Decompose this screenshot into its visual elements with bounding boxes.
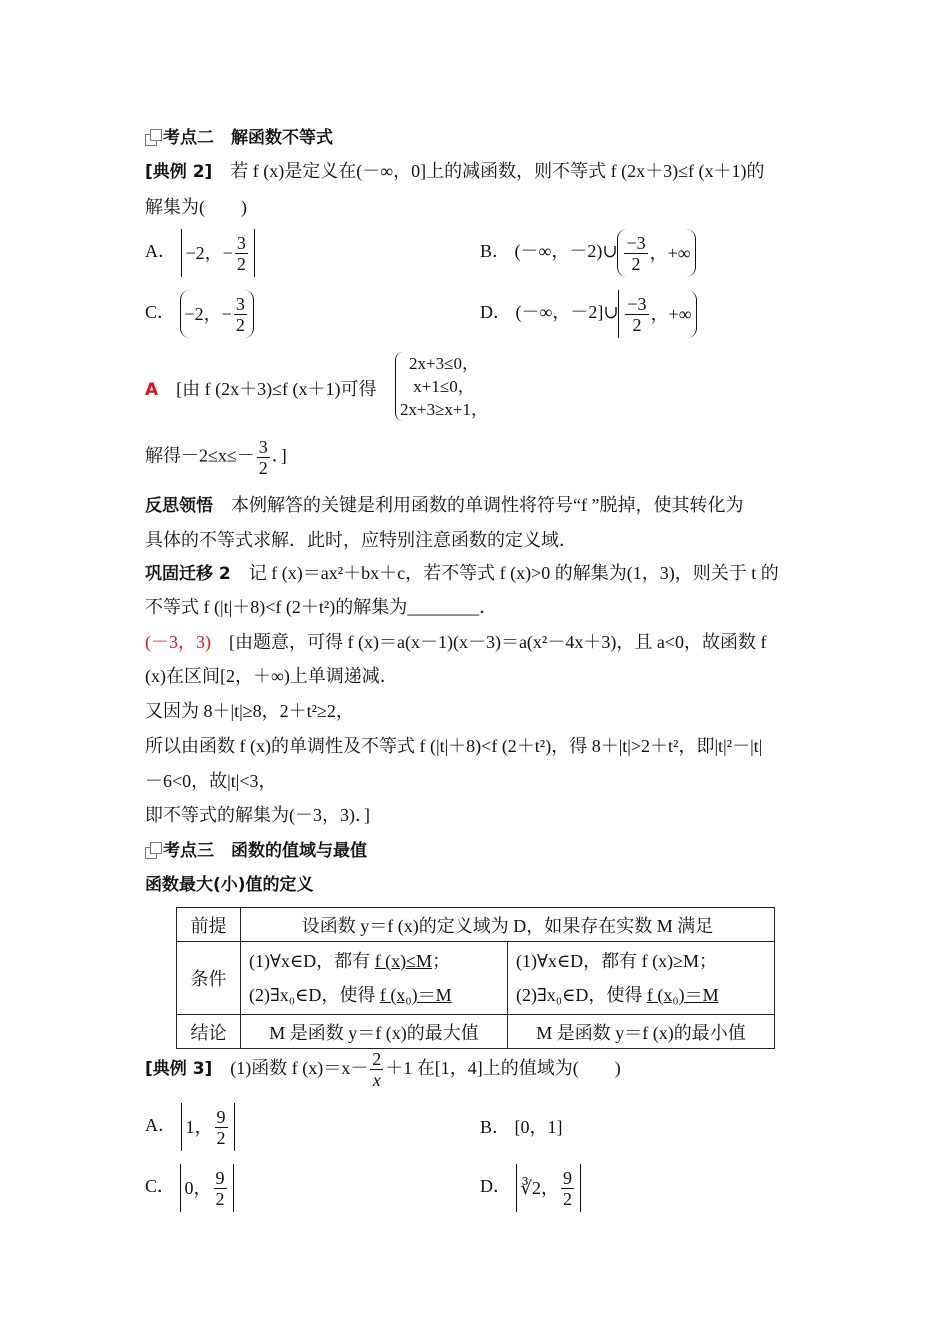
ex3-option-d[interactable] [480,1164,581,1212]
definition-table [176,907,775,1049]
transfer-solution-6: 即不等式的解集为(－3，3)．] [145,805,370,825]
cond-underlined: f (x₀)＝M [379,985,452,1005]
option-a[interactable] [145,229,255,277]
option-letter: C． [145,302,176,323]
system-row: 2x+3≤0， [409,354,479,373]
option-letter: B． [480,241,511,262]
denominator: 2 [258,458,268,478]
section-3-subtitle: 函数最大(小)值的定义 [145,875,314,895]
reflection-line1 [145,493,743,518]
transfer-label: 巩固迁移 2 [145,564,231,584]
max-condition-cell [241,942,508,1015]
option-letter: C． [145,1176,176,1197]
section-title: 考点三 函数的值域与最值 [163,841,367,861]
option-text: [0，1] [514,1117,563,1137]
reflection-label: 反思领悟 [145,496,213,516]
reflection-text: 本例解答的关键是利用函数的单调性将符号“f ”脱掉，使其转化为 [231,495,744,515]
cond-underlined: f (x)≤M [374,951,433,971]
option-text: ，+∞ [649,243,691,263]
example-text: (1)函数 f (x)＝x－ [230,1058,369,1078]
cond-text: (1)∀x∈D，都有 [249,951,375,971]
inequality-system [395,352,488,421]
solve-text: 解得－2≤x≤－ [145,445,255,466]
cond-text: (1)∀x∈D，都有 f (x)≥M； [516,951,718,971]
numerator: −3 [626,232,646,253]
option-letter: B． [480,1117,511,1137]
premise-header: 前提 [177,908,241,942]
transfer-text: 记 f (x)＝ax²＋bx＋c，若不等式 f (x)>0 的解集为(1，3)，则关于 t 的 [248,563,779,583]
option-text: ，+∞ [650,304,692,324]
option-text: (－∞，－2)∪ [514,241,618,262]
transfer-line2: 不等式 f (|t|＋8)<f (2＋t²)的解集为________． [145,597,498,617]
cond-text: ； [432,951,451,971]
answer-2 [145,377,377,402]
conclusion-header: 结论 [177,1015,241,1049]
example-2-line2: 解集为( ) [145,197,247,217]
transfer-solution-2: (x)在区间[2，＋∞)上单调递减． [145,666,398,686]
answer-text: [由 f (2x＋3)≤f (x＋1)可得 [176,379,377,399]
example-label: [典例 2] [145,162,213,182]
cond-text: (2)∃x₀∈D，使得 [249,985,380,1005]
condition-header: 条件 [177,942,241,1015]
option-letter: A． [145,241,176,262]
section-3-heading [145,839,367,863]
reflection-line2: 具体的不等式求解．此时，应特别注意函数的定义域． [145,530,577,550]
option-letter: D． [480,1176,511,1197]
denominator: 2 [215,1188,225,1209]
option-text: ∛2， [520,1178,559,1198]
answer-letter: A [145,380,159,400]
option-letter: A． [145,1115,176,1136]
cond-underlined: f (x₀)＝M [646,985,719,1005]
system-row: 2x+3≥x+1， [400,400,489,419]
denominator: 2 [631,253,641,274]
example-label: [典例 3] [145,1059,213,1079]
denominator: 2 [562,1188,572,1209]
section-title: 考点二 解函数不等式 [163,128,333,148]
denominator: 2 [236,253,246,274]
numerator: 9 [562,1167,572,1188]
section-2-heading [145,126,333,150]
ex3-option-c[interactable] [145,1164,234,1212]
ex3-option-a[interactable] [145,1103,235,1151]
max-conclusion: M 是函数 y＝f (x)的最大值 [241,1015,508,1049]
option-d[interactable] [480,290,697,338]
numerator: 2 [372,1049,382,1070]
example-2-line1 [145,159,764,184]
example-3-line [145,1045,621,1092]
numerator: 3 [236,232,246,253]
section-icon [145,129,161,145]
numerator: 3 [258,437,268,457]
transfer-solution-1 [145,630,766,654]
example-text: 若 f (x)是定义在(－∞，0]上的减函数，则不等式 f (2x＋3)≤f (x＋1)的 [230,161,765,181]
denominator: x [372,1070,381,1091]
example-text: ＋1 在[1，4]上的值域为( ) [385,1058,621,1078]
cond-text: (2)∃x₀∈D，使得 [516,985,647,1005]
solve-text: ．] [271,445,287,466]
option-letter: D． [480,302,511,323]
numerator: 3 [235,293,245,314]
transfer-solution-3: 又因为 8＋|t|≥8，2＋t²≥2， [145,701,354,721]
option-text: 0， [184,1178,212,1198]
min-conclusion: M 是函数 y＝f (x)的最小值 [508,1015,775,1049]
transfer-solution-5: －6<0，故|t|<3， [145,771,277,791]
option-text: −2，− [185,243,233,263]
numerator: 9 [215,1167,225,1188]
denominator: 2 [632,314,642,335]
option-text: 1， [185,1117,213,1137]
denominator: 2 [216,1127,226,1148]
solve-line [145,437,287,478]
premise-cell: 设函数 y＝f (x)的定义域为 D，如果存在实数 M 满足 [241,908,775,942]
denominator: 2 [235,314,245,335]
option-text: (－∞，－2]∪ [515,302,619,323]
option-c[interactable] [145,290,254,338]
numerator: 9 [216,1106,226,1127]
transfer-solution-4: 所以由函数 f (x)的单调性及不等式 f (|t|＋8)<f (2＋t²)，得 8＋|t|>2＋t²，即|t|²－|t| [145,736,763,756]
transfer-line1 [145,561,779,586]
section-icon [145,842,161,858]
solution-text: [由题意，可得 f (x)＝a(x－1)(x－3)＝a(x²－4x＋3)，且 a<0，故函数 f [229,632,767,652]
transfer-answer: (－3，3) [145,632,211,652]
option-text: −2，− [184,304,232,324]
numerator: −3 [627,293,647,314]
ex3-option-b[interactable] [480,1115,563,1139]
system-row: x+1≤0， [413,377,475,396]
option-b[interactable] [480,229,696,277]
min-condition-cell [508,942,775,1015]
